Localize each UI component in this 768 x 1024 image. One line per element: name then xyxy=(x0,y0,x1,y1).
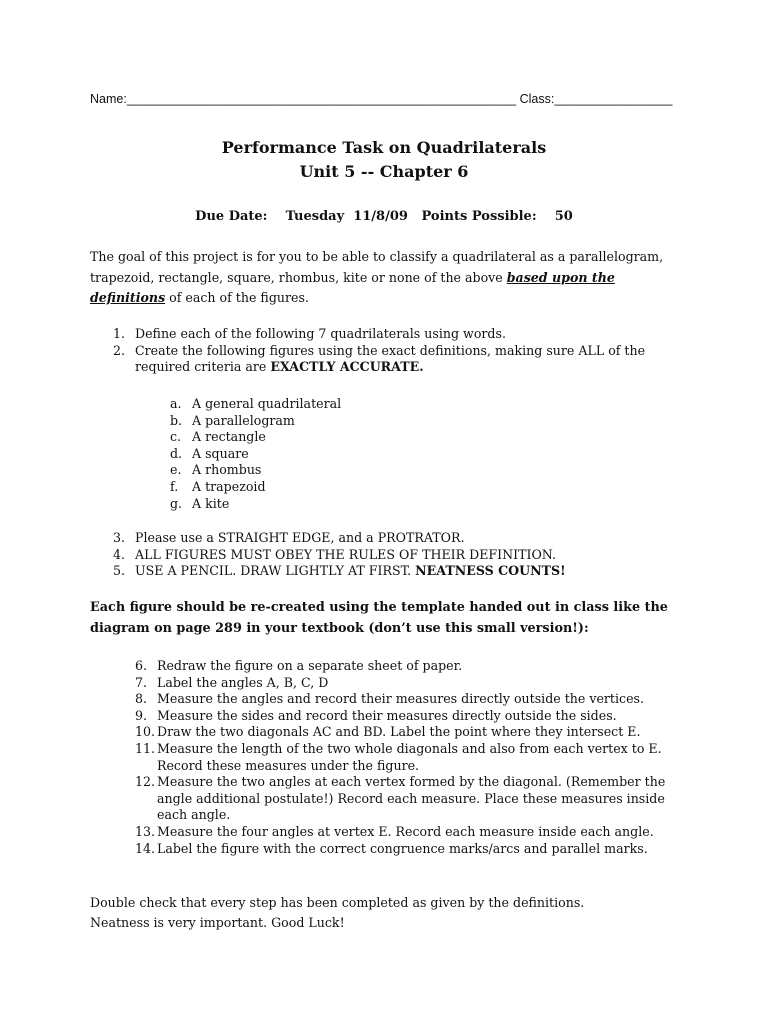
list-item: f. A trapezoid xyxy=(170,478,266,494)
list-item: e. A rhombus xyxy=(170,462,262,478)
list-item: 12. Measure the two angles at each vertex formed by the diagonal. (Remember the angle additional postulate!) Record each measure. Place these measures inside each angle. xyxy=(135,774,666,823)
closing-line: Double check that every step has been completed as given by the definitions. xyxy=(90,895,585,910)
template-note: Each figure should be re-created using the template handed out in class like the diagram on page 289 in your textbook (don’t use this small version!): xyxy=(90,600,668,636)
list-item: 14. Label the figure with the correct congruence marks/arcs and parallel marks. xyxy=(135,840,648,856)
list-item: 3. Please use a STRAIGHT EDGE, and a PROTRATOR. xyxy=(113,530,465,545)
instruction-list-3 xyxy=(135,658,695,857)
list-item: 7. Label the angles A, B, C, D xyxy=(135,674,329,690)
list-item: d. A square xyxy=(170,445,249,461)
instruction-list-2 xyxy=(113,530,683,580)
intro-text-end: of each of the figures. xyxy=(165,290,309,305)
intro-emphasis: based upon the definitions xyxy=(90,269,615,305)
closing-paragraph xyxy=(90,893,690,932)
intro-text: The goal of this project is for you to be able to classify a quadrilateral as a parallelogram, trapezoid, rectangle, square, rhombus, kite or none of the above xyxy=(90,249,664,285)
name-class-line: Name:________________________________________________________ Class:_________________ xyxy=(90,92,673,106)
intro-paragraph xyxy=(90,247,680,309)
instruction-list-1 xyxy=(113,326,683,376)
list-item: 1. Define each of the following 7 quadrilaterals using words. xyxy=(113,326,506,341)
list-item: b. A parallelogram xyxy=(170,412,295,428)
list-item: 2. Create the following figures using the exact definitions, making sure ALL of the required criteria are EXACTLY ACCURATE. xyxy=(113,342,646,375)
list-item: c. A rectangle xyxy=(170,429,266,445)
closing-line: Neatness is very important. Good Luck! xyxy=(90,914,345,930)
list-item: 10. Draw the two diagonals AC and BD. Label the point where they intersect E. xyxy=(135,724,641,740)
list-item: a. A general quadrilateral xyxy=(170,396,342,411)
list-item: 8. Measure the angles and record their measures directly outside the vertices. xyxy=(135,691,644,707)
document-subtitle: Unit 5 -- Chapter 6 xyxy=(299,162,469,181)
list-item: 6. Redraw the figure on a separate sheet of paper. xyxy=(135,658,463,673)
list-item: 13. Measure the four angles at vertex E. Record each measure inside each angle. xyxy=(135,823,654,839)
document-title: Performance Task on Quadrilaterals xyxy=(221,138,547,157)
list-item: g. A kite xyxy=(170,495,230,511)
list-item: 5. USE A PENCIL. DRAW LIGHTLY AT FIRST. NEATNESS COUNTS! xyxy=(113,563,566,579)
due-date-line: Due Date: Tuesday 11/8/09 Points Possible: 50 xyxy=(195,209,573,224)
list-item: 11. Measure the length of the two whole diagonals and also from each vertex to E. Record these measures under the figure. xyxy=(135,740,662,773)
list-item: 4. ALL FIGURES MUST OBEY THE RULES OF THEIR DEFINITION. xyxy=(113,546,557,562)
list-item: 9. Measure the sides and record their measures directly outside the sides. xyxy=(135,707,617,723)
quadrilateral-sublist xyxy=(170,396,570,512)
